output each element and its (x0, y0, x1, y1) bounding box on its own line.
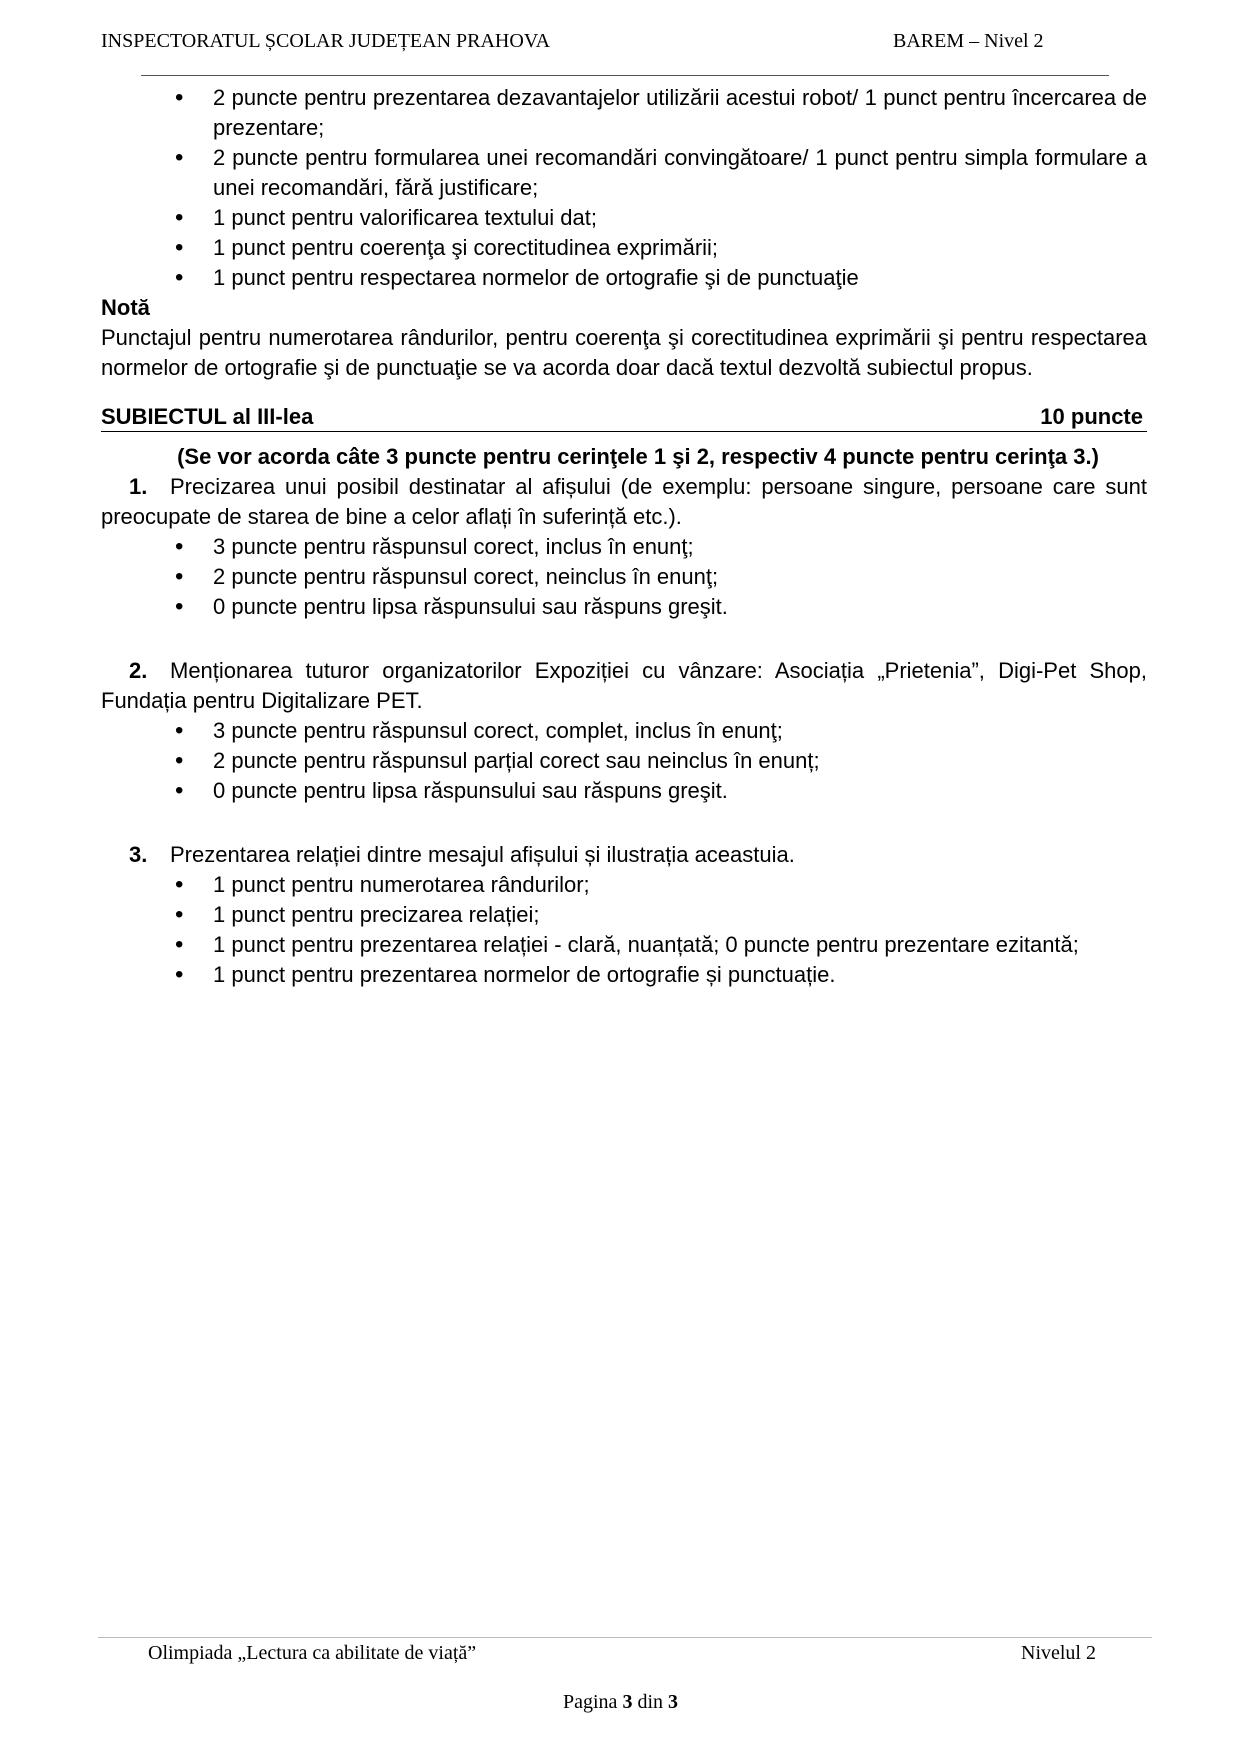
list-item: • 1 punct pentru coerenţa şi corectitudinea exprimării; (101, 233, 1147, 263)
page-prefix: Pagina (563, 1691, 618, 1713)
list-item: • 2 puncte pentru răspunsul corect, neinclus în enunţ; (101, 562, 1147, 592)
page-current: 3 (622, 1691, 633, 1713)
question-3 (101, 840, 1147, 870)
header-doc-type: BAREM – Nivel 2 (893, 30, 1044, 52)
page-total: 3 (668, 1691, 678, 1713)
list-item: • 0 puncte pentru lipsa răspunsului sau răspuns greşit. (101, 776, 1147, 806)
list-item: • 1 punct pentru precizarea relației; (101, 900, 1147, 930)
question-2-bullets (101, 716, 1147, 806)
subject-points: 10 puncte (1040, 404, 1143, 429)
list-item: • 1 punct pentru valorificarea textului dat; (101, 203, 1147, 233)
list-item: • 2 puncte pentru răspunsul parțial corect sau neinclus în enunț; (101, 746, 1147, 776)
list-item: • 1 punct pentru respectarea normelor de ortografie şi de punctuaţie (101, 263, 1147, 293)
page-number (0, 1691, 1241, 1714)
list-item: • 2 puncte pentru prezentarea dezavantajelor utilizării acestui robot/ 1 punct pentru încercarea de prezentare; (101, 83, 1147, 143)
note-text: Punctajul pentru numerotarea rândurilor, pentru coerenţa şi corectitudinea exprimării şi pentru respectarea normelor de ortografie şi de punctuaţie se va acorda doar dacă textul dezvoltă subiectul propus. (101, 325, 1147, 380)
header-institution: INSPECTORATUL ȘCOLAR JUDEȚEAN PRAHOVA (101, 30, 551, 52)
page-separator: din (637, 1691, 663, 1713)
question-text: Prezentarea relației dintre mesajul afișului și ilustrația aceastuia. (170, 842, 795, 867)
list-item: • 1 punct pentru numerotarea rândurilor; (101, 870, 1147, 900)
footer-level: Nivelul 2 (1021, 1642, 1096, 1664)
list-item: • 3 puncte pentru răspunsul corect, inclus în enunţ; (101, 532, 1147, 562)
document-body (101, 83, 1147, 990)
subject-heading (101, 403, 1147, 432)
question-text: Menționarea tuturor organizatorilor Expoziției cu vânzare: Asociația „Prietenia”, Digi-Pet Shop, Fundația pentru Digitalizare PET. (101, 658, 1147, 713)
question-number: 1. (129, 474, 148, 499)
question-number: 3. (129, 842, 148, 867)
list-item: • 3 puncte pentru răspunsul corect, complet, inclus în enunţ; (101, 716, 1147, 746)
question-number: 2. (129, 658, 148, 683)
list-item: • 2 puncte pentru formularea unei recomandări convingătoare/ 1 punct pentru simpla formulare a unei recomandări, fără justificare; (101, 143, 1147, 203)
footer-olympiad-name: Olimpiada „Lectura ca abilitate de viață” (148, 1642, 477, 1664)
scoring-bullet-list (101, 83, 1147, 293)
note-title: Notă (101, 295, 150, 320)
question-2 (101, 656, 1147, 716)
list-item: • 1 punct pentru prezentarea normelor de ortografie și punctuație. (101, 960, 1147, 990)
subject-title: SUBIECTUL al III-lea (101, 404, 314, 429)
question-text: Precizarea unui posibil destinatar al afișului (de exemplu: persoane singure, persoane care sunt preocupate de starea de bine a celor aflați în suferință etc.). (101, 474, 1147, 529)
subject-instructions: (Se vor acorda câte 3 puncte pentru cerinţele 1 şi 2, respectiv 4 puncte pentru cerinţa 3.) (177, 444, 1099, 469)
question-3-bullets (101, 870, 1147, 990)
list-item: • 0 puncte pentru lipsa răspunsului sau răspuns greşit. (101, 592, 1147, 622)
list-item: • 1 punct pentru prezentarea relației - clară, nuanțată; 0 puncte pentru prezentare ezitantă; (101, 930, 1147, 960)
question-1-bullets (101, 532, 1147, 622)
header-divider (141, 75, 1109, 76)
footer-divider (98, 1637, 1152, 1638)
question-1 (101, 472, 1147, 532)
